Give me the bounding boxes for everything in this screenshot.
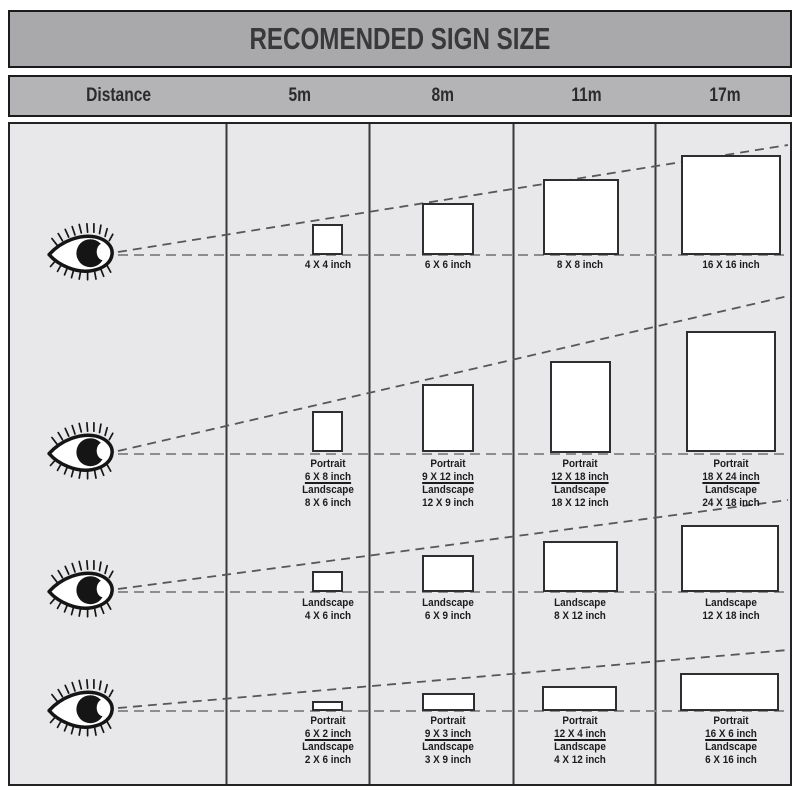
sign-size-label bbox=[702, 458, 759, 510]
size-value: 24 X 18 inch bbox=[702, 497, 760, 509]
sign-preview-portrait-5m bbox=[312, 411, 343, 452]
column-header-5m: 5m bbox=[288, 85, 311, 106]
eye-icon bbox=[47, 560, 117, 619]
sign-preview-landscape-8m bbox=[422, 555, 474, 592]
sign-preview-square-5m bbox=[312, 224, 343, 255]
sign-preview-square-8m bbox=[422, 203, 474, 255]
size-value: 12 X 18 inch bbox=[702, 610, 760, 622]
orientation-label: Landscape bbox=[422, 484, 474, 496]
size-value: 9 X 3 inch bbox=[424, 728, 472, 740]
size-value: 18 X 24 inch bbox=[702, 471, 760, 483]
size-value: 6 X 6 inch bbox=[424, 259, 472, 271]
sign-preview-strip-17m bbox=[680, 673, 779, 711]
sign-size-label bbox=[302, 715, 354, 767]
orientation-label: Landscape bbox=[705, 597, 757, 609]
sign-size-label bbox=[554, 597, 606, 623]
size-value: 16 X 16 inch bbox=[702, 259, 760, 271]
size-value: 8 X 8 inch bbox=[556, 259, 604, 271]
sign-preview-square-17m bbox=[681, 155, 781, 255]
sign-size-label bbox=[425, 259, 471, 272]
header-cell-8m bbox=[371, 77, 515, 115]
sign-size-label bbox=[702, 597, 759, 623]
orientation-label: Landscape bbox=[554, 597, 606, 609]
orientation-label: Landscape bbox=[302, 741, 354, 753]
eye-icon bbox=[47, 679, 117, 738]
size-value: 2 X 6 inch bbox=[304, 754, 352, 766]
orientation-label: Portrait bbox=[430, 715, 466, 727]
sign-size-label bbox=[557, 259, 603, 272]
sign-preview-strip-11m bbox=[542, 686, 617, 711]
size-value: 4 X 6 inch bbox=[304, 610, 352, 622]
title-bar bbox=[8, 10, 792, 68]
eye-icon bbox=[47, 422, 117, 481]
sign-size-label bbox=[702, 259, 759, 272]
size-value: 12 X 9 inch bbox=[422, 497, 474, 509]
size-value: 4 X 4 inch bbox=[304, 259, 352, 271]
orientation-label: Landscape bbox=[302, 597, 354, 609]
sign-preview-portrait-17m bbox=[686, 331, 776, 452]
size-value: 4 X 12 inch bbox=[554, 754, 606, 766]
sign-size-label bbox=[705, 715, 757, 767]
size-value: 6 X 16 inch bbox=[705, 754, 757, 766]
orientation-label: Landscape bbox=[422, 741, 474, 753]
sign-preview-portrait-11m bbox=[550, 361, 611, 453]
sign-size-label bbox=[422, 597, 474, 623]
sign-size-label bbox=[554, 715, 606, 767]
orientation-label: Portrait bbox=[562, 715, 598, 727]
orientation-label: Landscape bbox=[422, 597, 474, 609]
sign-preview-landscape-17m bbox=[681, 525, 779, 592]
sign-preview-portrait-8m bbox=[422, 384, 474, 452]
sign-preview-strip-8m bbox=[422, 693, 475, 711]
size-value: 18 X 12 inch bbox=[551, 497, 609, 509]
orientation-label: Landscape bbox=[554, 484, 606, 496]
chart-board bbox=[8, 122, 792, 786]
sign-size-label bbox=[551, 458, 608, 510]
orientation-label: Landscape bbox=[302, 484, 354, 496]
sign-size-label bbox=[302, 597, 354, 623]
orientation-label: Landscape bbox=[705, 741, 757, 753]
sign-preview-landscape-5m bbox=[312, 571, 343, 592]
distance-label: Distance bbox=[86, 85, 152, 106]
size-value: 6 X 8 inch bbox=[304, 471, 352, 483]
size-value: 8 X 6 inch bbox=[304, 497, 352, 509]
header-cell-distance bbox=[10, 77, 228, 115]
size-value: 9 X 12 inch bbox=[422, 471, 474, 483]
orientation-label: Portrait bbox=[713, 458, 749, 470]
column-header-17m: 17m bbox=[709, 85, 742, 106]
sign-preview-landscape-11m bbox=[543, 541, 618, 592]
header-cell-17m bbox=[657, 77, 794, 115]
orientation-label: Portrait bbox=[310, 458, 346, 470]
orientation-label: Portrait bbox=[430, 458, 466, 470]
size-value: 8 X 12 inch bbox=[554, 610, 606, 622]
sign-size-label bbox=[302, 458, 354, 510]
orientation-label: Portrait bbox=[310, 715, 346, 727]
size-value: 12 X 4 inch bbox=[554, 728, 606, 740]
size-value: 12 X 18 inch bbox=[551, 471, 609, 483]
sign-preview-strip-5m bbox=[312, 701, 343, 711]
distance-header-row bbox=[8, 75, 792, 117]
page-title: RECOMENDED SIGN SIZE bbox=[249, 21, 551, 56]
size-value: 6 X 9 inch bbox=[424, 610, 472, 622]
header-cell-11m bbox=[515, 77, 657, 115]
sign-preview-square-11m bbox=[543, 179, 619, 255]
column-header-8m: 8m bbox=[431, 85, 455, 106]
header-cell-5m bbox=[228, 77, 371, 115]
size-value: 16 X 6 inch bbox=[705, 728, 757, 740]
eye-icon bbox=[47, 223, 117, 282]
column-header-11m: 11m bbox=[570, 85, 602, 106]
sign-size-label bbox=[422, 458, 474, 510]
orientation-label: Landscape bbox=[705, 484, 757, 496]
size-value: 6 X 2 inch bbox=[304, 728, 352, 740]
sight-lines bbox=[10, 124, 790, 784]
sign-size-label bbox=[422, 715, 474, 767]
orientation-label: Portrait bbox=[562, 458, 598, 470]
orientation-label: Portrait bbox=[713, 715, 749, 727]
orientation-label: Landscape bbox=[554, 741, 606, 753]
sign-size-label bbox=[305, 259, 351, 272]
size-value: 3 X 9 inch bbox=[424, 754, 472, 766]
